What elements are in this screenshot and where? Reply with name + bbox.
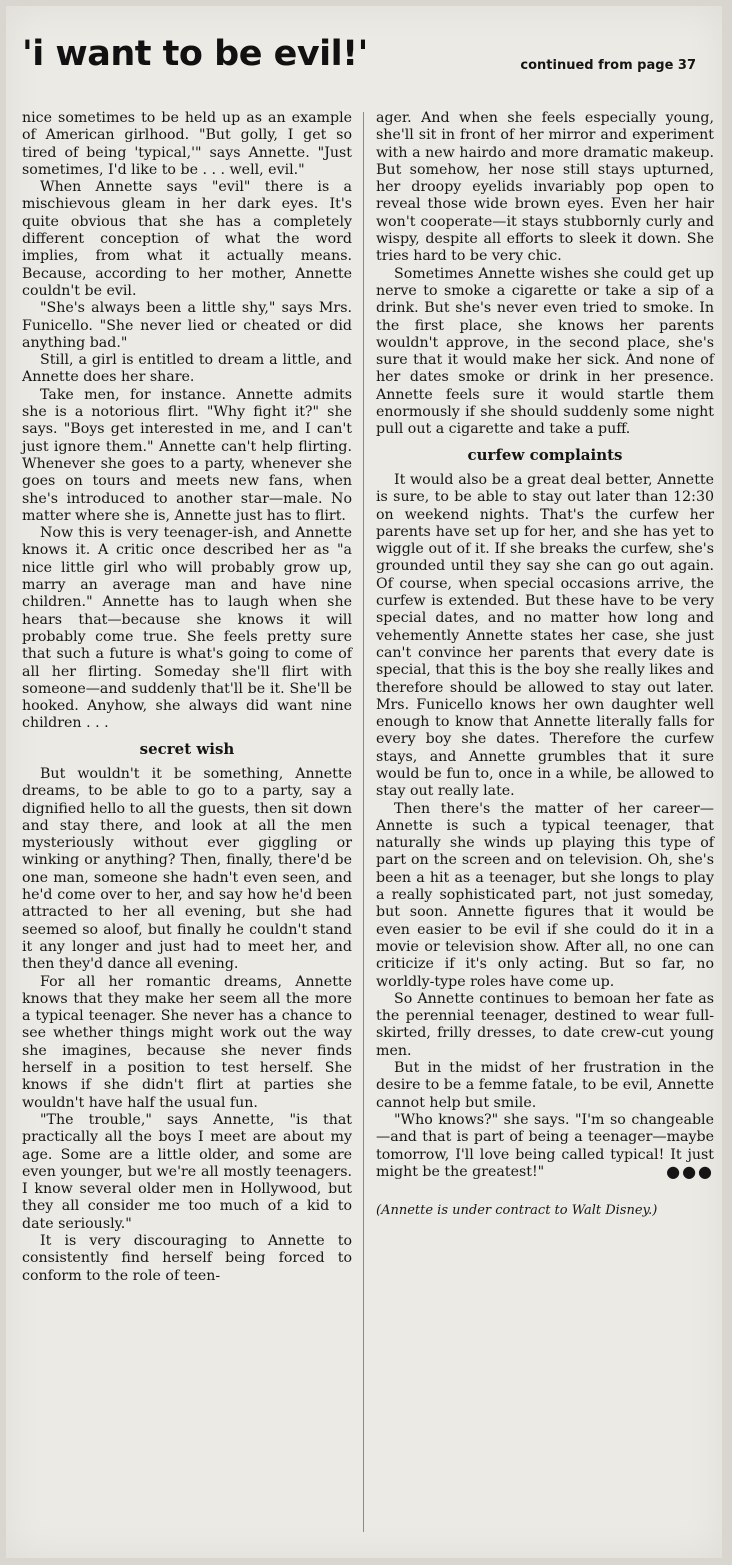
paragraph: But in the midst of her frustration in the desire to be a femme fatale, to be evil, Annette cannot help but smile. <box>376 1060 714 1111</box>
paragraph: "The trouble," says Annette, "is that practically all the boys I meet are about my age. Some are a little older, and some are even younger, but we're all mostly teenagers. I know several older men in Hollywood, but they all consider me too much of a kid to date seriously." <box>22 1111 352 1232</box>
right-column <box>376 110 714 1219</box>
end-mark-icon: ●●● <box>666 1161 714 1181</box>
column-divider <box>363 112 364 1532</box>
paragraph: But wouldn't it be something, Annette dreams, to be able to go to a party, say a dignified hello to all the guests, then sit down and stay there, and look at all the men mysteriously without ever giggling or winking or anything? Then, finally, there'd be one man, someone she hadn't even seen, and he'd come over to her, and say how he'd been attracted to her all evening, but she had seemed so aloof, but finally he couldn't stand it any longer and just had to meet her, and then they'd dance all evening. <box>22 765 352 973</box>
paragraph: For all her romantic dreams, Annette knows that they make her seem all the more a typical teenager. She never has a chance to see whether things might work out the way she imagines, because she never finds herself in a position to test herself. She knows if she didn't flirt at parties she wouldn't have half the usual fun. <box>22 973 352 1111</box>
left-column <box>22 110 352 1285</box>
paragraph: Sometimes Annette wishes she could get up nerve to smoke a cigarette or take a sip of a drink. But she's never even tried to smoke. In the first place, she knows her parents wouldn't approve, in the second place, she's sure that it would make her sick. And none of her dates smoke or drink in her presence. Annette feels sure it would startle them enormously if she should suddenly some night pull out a cigarette and take a puff. <box>376 265 714 438</box>
paragraph: Take men, for instance. Annette admits she is a notorious flirt. "Why fight it?" she says. "Boys get interested in me, and I can't just ignore them." Annette can't help flirting. Whenever she goes to a party, whenever she goes on tours and meets new fans, when she's introduced to another star—male. No matter where she is, Annette just has to flirt. <box>22 386 352 524</box>
paragraph-final <box>376 1112 714 1181</box>
paragraph: So Annette continues to bemoan her fate as the perennial teenager, destined to wear full-skirted, frilly dresses, to date crew-cut young men. <box>376 990 714 1059</box>
paragraph: It is very discouraging to Annette to consistently find herself being forced to conform to the role of teen- <box>22 1233 352 1284</box>
magazine-page <box>6 6 722 1558</box>
contract-note: (Annette is under contract to Walt Disney.) <box>376 1203 658 1219</box>
paragraph: "She's always been a little shy," says Mrs. Funicello. "She never lied or cheated or did anything bad." <box>22 300 352 351</box>
paragraph: nice sometimes to be held up as an example of American girlhood. "But golly, I get so tired of being 'typical,'" says Annette. "Just sometimes, I'd like to be . . . well, evil." <box>22 110 352 178</box>
continued-from-label: continued from page 37 <box>520 58 696 73</box>
subhead-curfew-complaints: curfew complaints <box>467 445 623 464</box>
paragraph: Still, a girl is entitled to dream a little, and Annette does her share. <box>22 352 352 386</box>
paragraph: ager. And when she feels especially young, she'll sit in front of her mirror and experiment with a new hairdo and more dramatic makeup. But somehow, her nose still stays upturned, her droopy eyelids invariably pop open to reveal those wide brown eyes. Even her hair won't cooperate—it stays stubbornly curly and wispy, despite all efforts to sleek it down. She tries hard to be very chic. <box>376 110 714 265</box>
paragraph: Then there's the matter of her career—Annette is such a typical teenager, that naturally she winds up playing this type of part on the screen and on television. Oh, she's been a hit as a teenager, but she longs to play a really sophisticated part, not just someday, but soon. Annette figures that it would be even easier to be evil if she could do it in a movie or television show. After all, no one can criticize if it's only acting. But so far, no worldly-type roles have come up. <box>376 800 714 990</box>
paragraph: Now this is very teenager-ish, and Annette knows it. A critic once described her as "a nice little girl who will probably grow up, marry an average man and have nine children." Annette has to laugh when she hears that—because she knows it will probably come true. She feels pretty sure that such a future is what's going to come of all her flirting. Someday she'll flirt with someone—and suddenly that'll be it. She'll be hooked. Anyhow, she always did want nine children . . . <box>22 525 352 732</box>
paragraph: It would also be a great deal better, Annette is sure, to be able to stay out later than 12:30 on weekend nights. That's the curfew her parents have set up for her, and she has yet to wiggle out of it. If she breaks the curfew, she's grounded until they say she can go out again. Of course, when special occasions arrive, the curfew is extended. But these have to be very special dates, and no matter how long and vehemently Annette states her case, she just can't convince her parents that every date is special, that this is the boy she really likes and therefore should be allowed to stay out later. Mrs. Funicello knows her own daughter well enough to know that Annette literally falls for every boy she dates. Therefore the curfew stays, and Annette grumbles that it sure would be fun to, once in a while, be allowed to stay out really late. <box>376 471 714 800</box>
article-title: 'i want to be evil!' <box>22 34 368 74</box>
paragraph: When Annette says "evil" there is a mischievous gleam in her dark eyes. It's quite obvious that she has a completely different conception of what the word implies, from what it actually means. Because, according to her mother, Annette couldn't be evil. <box>22 179 352 299</box>
final-quote: "Who knows?" she says. "I'm so changeable—and that is part of being a teenager—maybe tomorrow, I'll love being called typical! It just might be the greatest!" <box>376 1111 714 1180</box>
subhead-secret-wish: secret wish <box>139 739 235 758</box>
